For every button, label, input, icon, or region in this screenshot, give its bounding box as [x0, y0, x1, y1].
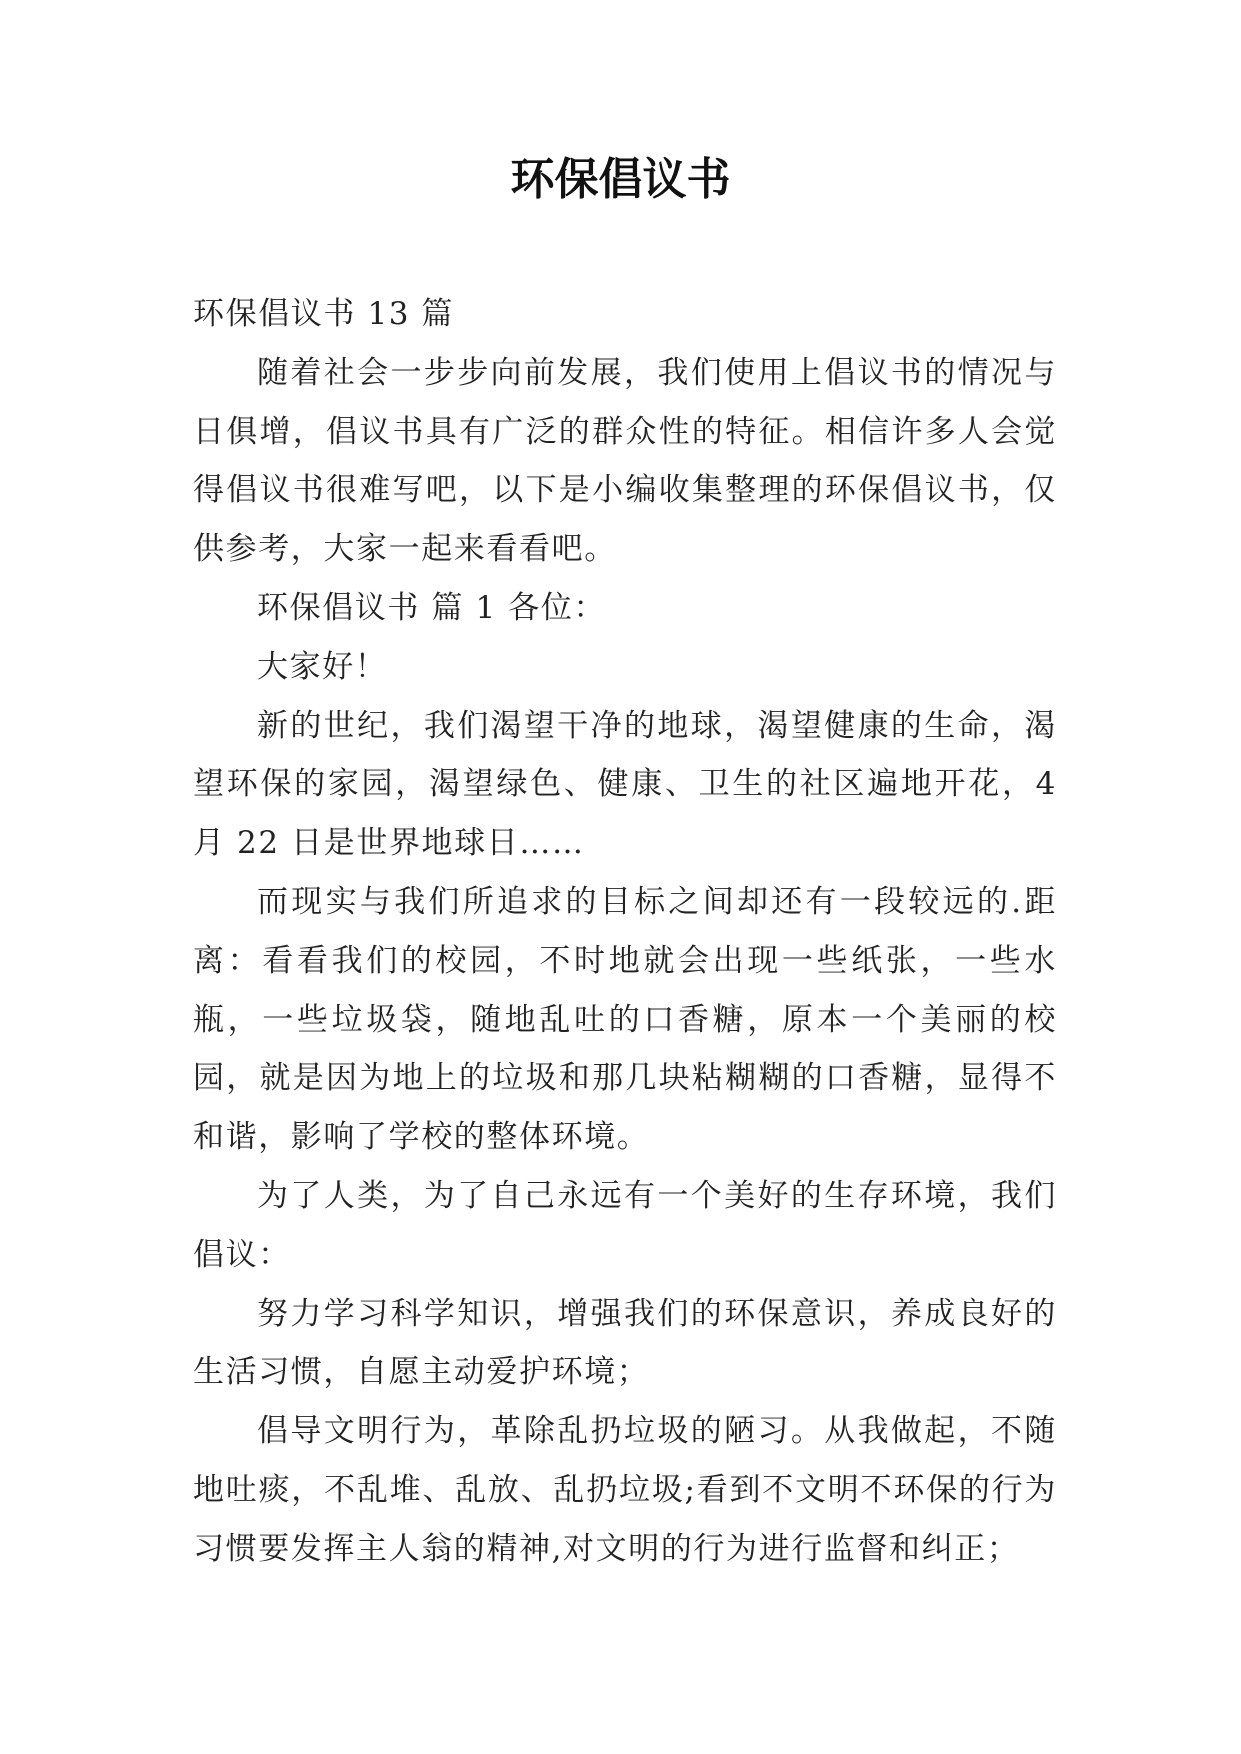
document-title: 环保倡议书 — [510, 154, 731, 205]
document-subtitle: 环保倡议书 13 篇 — [193, 296, 455, 332]
body-paragraph: 倡导文明行为，革除乱扔垃圾的陋习。从我做起，不随地吐痰，不乱堆、乱放、乱扔垃圾;看到不文明不环保的行为习惯要发挥主人翁的精神,对文明的行为进行监督和纠正； — [193, 1413, 1057, 1567]
body-paragraph: 而现实与我们所追求的目标之间却还有一段较远的.距离：看看我们的校园，不时地就会出现一些纸张，一些水瓶，一些垃圾袋，随地乱吐的口香糖，原本一个美丽的校园，就是因为地上的垃圾和那几块粘糊糊的口香糖，显得不和谐，影响了学校的整体环境。 — [193, 883, 1057, 1156]
intro-paragraph: 随着社会一步步向前发展，我们使用上倡议书的情况与日俱增，倡议书具有广泛的群众性的特征。相信许多人会觉得倡议书很难写吧，以下是小编收集整理的环保倡议书，仅供参考，大家一起来看看吧。 — [193, 354, 1057, 568]
body-paragraph: 为了人类，为了自己永远有一个美好的生存环境，我们倡议： — [193, 1177, 1057, 1273]
document-body — [193, 285, 1057, 1579]
body-paragraph: 新的世纪，我们渴望干净的地球，渴望健康的生命，渴望环保的家园，渴望绿色、健康、卫生的社区遍地开花，4 月 22 日是世界地球日…… — [193, 707, 1057, 862]
greeting: 大家好！ — [257, 648, 388, 685]
body-paragraph: 努力学习科学知识，增强我们的环保意识，养成良好的生活习惯，自愿主动爱护环境； — [193, 1295, 1057, 1391]
section-heading: 环保倡议书 篇 1 各位： — [257, 589, 607, 626]
